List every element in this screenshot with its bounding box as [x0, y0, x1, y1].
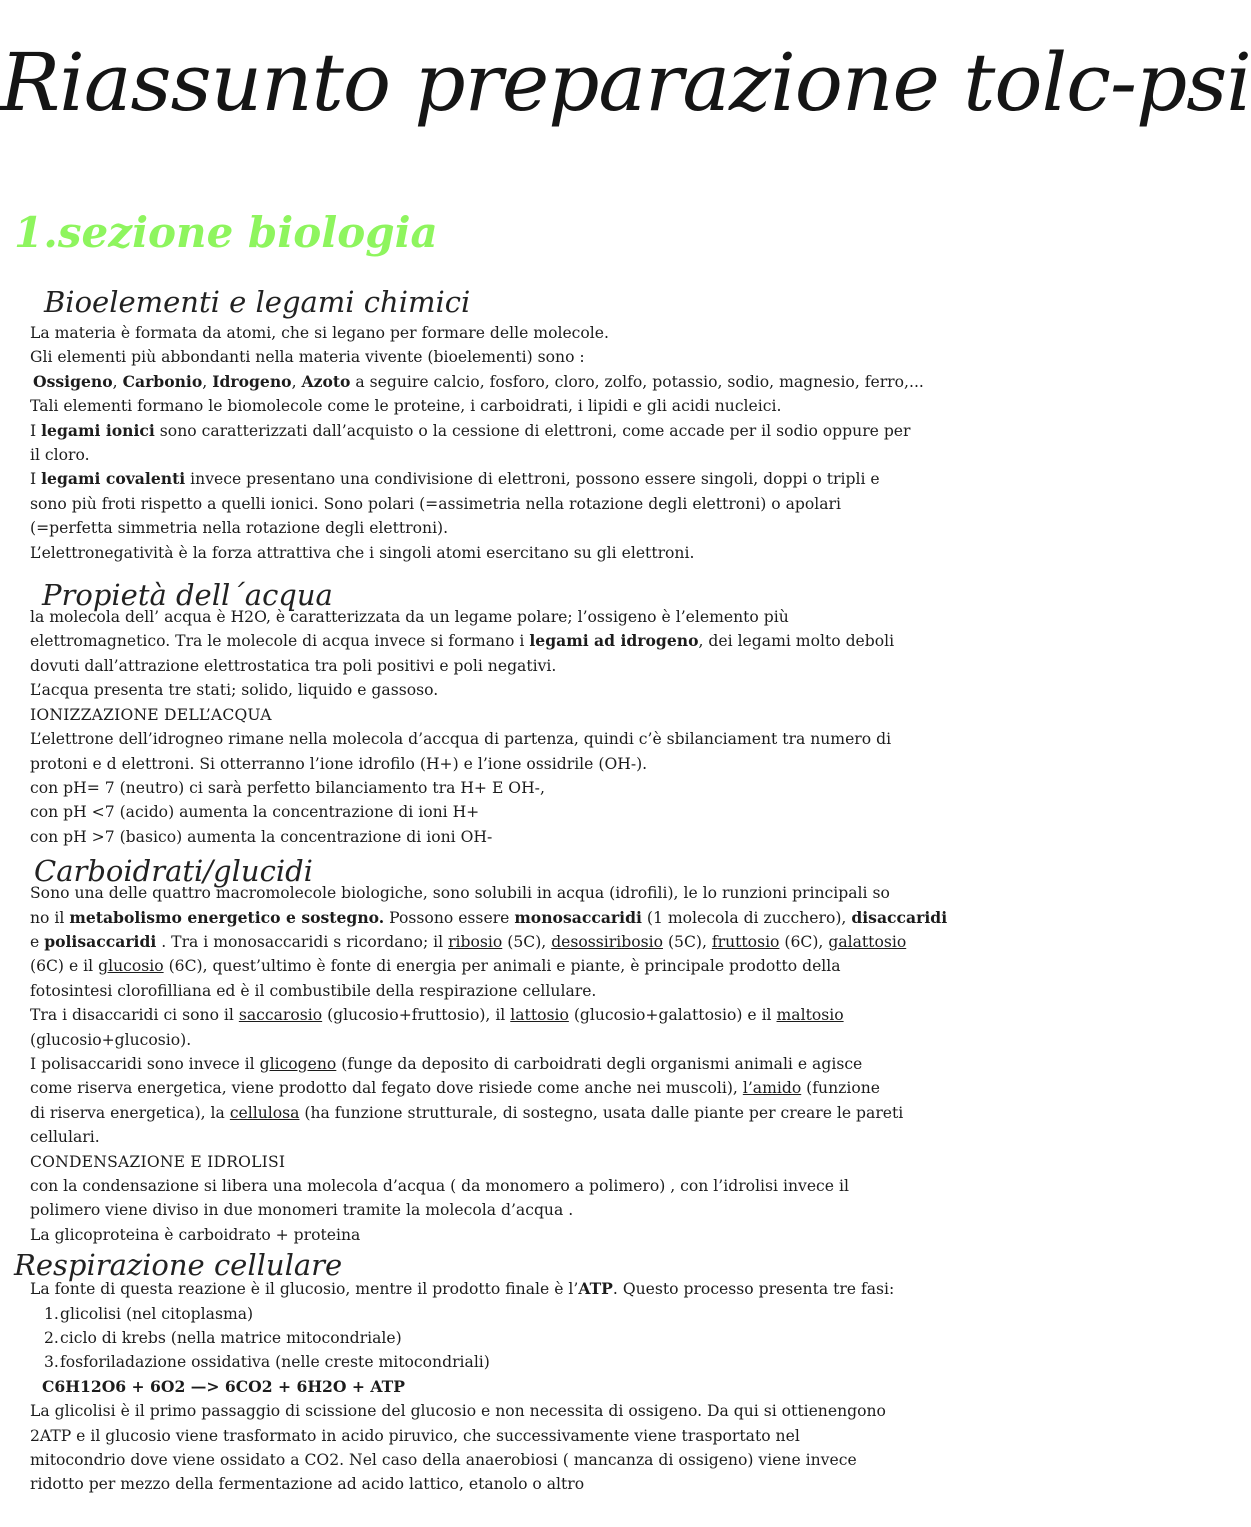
paragraph-line: dovuti dall’attrazione elettrostatica tra poli positivi e poli negativi.: [30, 656, 557, 675]
bold-term: legami ad idrogeno: [529, 631, 699, 651]
section-title: 1.sezione biologia: [14, 208, 438, 257]
paragraph-line: polimero viene diviso in due monomeri tramite la molecola d’acqua .: [30, 1201, 574, 1220]
paragraph-line: no il metabolismo energetico e sostegno. Possono essere monosaccaridi (1 molecola di zucchero), disaccaridi: [30, 907, 948, 927]
paragraph-line: Gli elementi più abbondanti nella materia vivente (bioelementi) sono :: [30, 348, 585, 367]
bold-term: Carbonio: [122, 371, 203, 391]
paragraph-line: (glucosio+glucosio).: [30, 1030, 192, 1049]
underlined-term: desossiribosio: [551, 932, 663, 951]
paragraph-line: mitocondrio dove viene ossidato a CO2. Nel caso della anaerobiosi ( mancanza di ossigeno) viene invece: [30, 1451, 857, 1470]
heading-bioelementi: Bioelementi e legami chimici: [44, 285, 471, 319]
paragraph-line: Tali elementi formano le biomolecole come le proteine, i carboidrati, i lipidi e gli acidi nucleici.: [30, 397, 782, 416]
paragraph-line: Tra i disaccaridi ci sono il saccarosio (glucosio+fruttosio), il lattosio (glucosio+galattosio) e il maltosio: [30, 1006, 844, 1025]
paragraph-line: L’acqua presenta tre stati; solido, liquido e gassoso.: [30, 681, 439, 700]
paragraph-line: La materia è formata da atomi, che si legano per formare delle molecole.: [30, 324, 609, 342]
bold-term: polisaccaridi: [44, 931, 157, 951]
underlined-term: ribosio: [448, 932, 503, 951]
paragraph-line: sono più froti rispetto a quelli ionici. Sono polari (=assimetria nella rotazione degli elettroni) o apolari: [30, 494, 841, 513]
underlined-term: saccarosio: [238, 1006, 323, 1025]
paragraph-line: L’elettrone dell’idrogneo rimane nella molecola d’accqua di partenza, quindi c’è sbilanciament tra numero di: [30, 730, 892, 749]
paragraph-line: come riserva energetica, viene prodotto dal fegato dove risiede come anche nei muscoli), l’amido (funzione: [30, 1079, 880, 1098]
document-body: [14, 283, 948, 1497]
paragraph-line: Ossigeno, Carbonio, Idrogeno, Azoto a seguire calcio, fosforo, cloro, zolfo, potassio, sodio, magnesio, ferro,...: [33, 371, 924, 391]
bold-term: ATP: [578, 1279, 613, 1299]
subheading-ionizzazione: IONIZZAZIONE DELL’ACQUA: [30, 705, 272, 724]
heading-respirazione: Respirazione cellulare: [14, 1248, 343, 1283]
bold-term: Idrogeno: [212, 371, 292, 391]
heading-carboidrati: Carboidrati/glucidi: [34, 854, 313, 889]
paragraph-line: L’elettronegatività è la forza attrattiva che i singoli atomi esercitano su gli elettroni.: [30, 543, 695, 562]
paragraph-line: (6C) e il glucosio (6C), quest’ultimo è fonte di energia per animali e piante, è principale prodotto della: [30, 957, 841, 976]
list-item: 1.glicolisi (nel citoplasma): [44, 1304, 254, 1323]
paragraph-line: (=perfetta simmetria nella rotazione degli elettroni).: [30, 519, 449, 538]
paragraph-line: 2ATP e il glucosio viene trasformato in acido piruvico, che successivamente viene trasportato nel: [30, 1426, 800, 1445]
page-title: Riassunto preparazione tolc-psi: [0, 36, 1251, 129]
paragraph-line: protoni e d elettroni. Si otterranno l’ione idrofilo (H+) e l’ione ossidrile (OH-).: [30, 754, 648, 773]
paragraph-line: il cloro.: [30, 446, 90, 465]
list-item: 2.ciclo di krebs (nella matrice mitocondriale): [44, 1329, 402, 1348]
underlined-term: glicogeno: [259, 1054, 337, 1073]
paragraph-line: elettromagnetico. Tra le molecole di acqua invece si formano i legami ad idrogeno, dei legami molto deboli: [30, 631, 895, 651]
chemical-formula: C6H12O6 + 6O2 —> 6CO2 + 6H2O + ATP: [42, 1376, 405, 1396]
paragraph-line: e polisaccaridi . Tra i monosaccaridi s ricordano; il ribosio (5C), desossiribosio (5C), fruttosio (6C), galattosio: [30, 931, 907, 951]
paragraph-line: I legami ionici sono caratterizzati dall’acquisto o la cessione di elettroni, come accade per il sodio oppure per: [30, 420, 911, 440]
heading-acqua: Propietà dell´acqua: [42, 578, 333, 613]
underlined-term: cellulosa: [229, 1103, 300, 1122]
underlined-term: galattosio: [828, 932, 907, 951]
bold-term: monosaccaridi: [514, 907, 642, 927]
paragraph-line: cellulari.: [30, 1128, 100, 1147]
paragraph-line: fotosintesi clorofilliana ed è il combustibile della respirazione cellulare.: [30, 981, 597, 1000]
paragraph-line: La glicoproteina è carboidrato + proteina: [30, 1225, 361, 1244]
paragraph-line: I legami covalenti invece presentano una condivisione di elettroni, possono essere singoli, doppi o tripli e: [30, 469, 880, 489]
bold-term: disaccaridi: [851, 907, 948, 927]
paragraph-line: con pH >7 (basico) aumenta la concentrazione di ioni OH-: [30, 827, 493, 846]
paragraph-line: con la condensazione si libera una molecola d’acqua ( da monomero a polimero) , con l’idrolisi invece il: [30, 1177, 849, 1195]
list-item: 3.fosforiladazione ossidativa (nelle creste mitocondriali): [44, 1353, 490, 1372]
paragraph-line: con pH= 7 (neutro) ci sarà perfetto bilanciamento tra H+ E OH-,: [30, 778, 545, 797]
bold-term: legami ionici: [41, 420, 155, 440]
paragraph-line: I polisaccaridi sono invece il glicogeno (funge da deposito di carboidrati degli organismi animali e agisce: [30, 1054, 863, 1073]
bold-term: Ossigeno: [33, 371, 113, 391]
phases-list: [30, 1302, 930, 1375]
underlined-term: maltosio: [776, 1006, 844, 1025]
underlined-term: glucosio: [98, 957, 164, 976]
subheading-condensazione: CONDENSAZIONE E IDROLISI: [30, 1152, 286, 1171]
underlined-term: lattosio: [510, 1006, 569, 1025]
paragraph-line: Sono una delle quattro macromolecole biologiche, sono solubili in acqua (idrofili), le lo runzioni principali so: [30, 884, 890, 903]
paragraph-line: con pH <7 (acido) aumenta la concentrazione di ioni H+: [30, 803, 480, 822]
bold-term: Azoto: [301, 371, 351, 391]
bold-term: metabolismo energetico e sostegno.: [69, 907, 385, 927]
bold-term: legami covalenti: [41, 469, 186, 489]
underlined-term: fruttosio: [711, 932, 780, 951]
underlined-term: l’amido: [742, 1079, 802, 1098]
paragraph-line: La glicolisi è il primo passaggio di scissione del glucosio e non necessita di ossigeno. Da qui si ottienengono: [30, 1402, 886, 1421]
paragraph-line: di riserva energetica), la cellulosa (ha funzione strutturale, di sostegno, usata dalle piante per creare le pareti: [30, 1103, 904, 1122]
paragraph-line: ridotto per mezzo della fermentazione ad acido lattico, etanolo o altro: [30, 1475, 585, 1494]
paragraph-line: La fonte di questa reazione è il glucosio, mentre il prodotto finale è l’ATP. Questo processo presenta tre fasi:: [30, 1279, 895, 1299]
paragraph-line: la molecola dell’ acqua è H2O, è caratterizzata da un legame polare; l’ossigeno è l’elemento più: [30, 608, 789, 627]
